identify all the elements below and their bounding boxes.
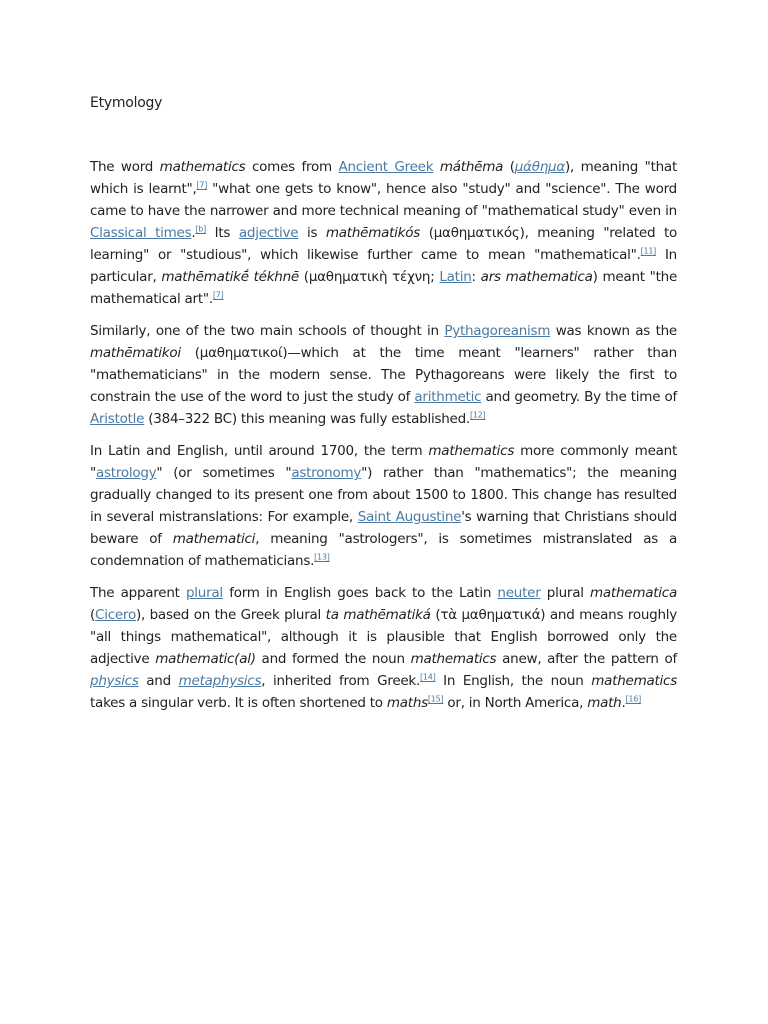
link-adjective[interactable]: adjective bbox=[238, 225, 299, 241]
link-physics[interactable] bbox=[90, 673, 139, 689]
text: The word bbox=[90, 159, 160, 175]
link-aristotle[interactable]: Aristotle bbox=[90, 411, 145, 427]
text: , inherited from Greek. bbox=[261, 673, 421, 689]
text: In particular, bbox=[90, 247, 677, 285]
citation-link-12[interactable]: [12] bbox=[469, 410, 486, 420]
text: more commonly meant " bbox=[90, 443, 677, 481]
italic-term: mathēmatikós bbox=[325, 225, 421, 241]
link-astrology[interactable]: astrology bbox=[95, 465, 157, 481]
section-heading: Etymology bbox=[90, 95, 163, 111]
paragraph-3 bbox=[90, 440, 677, 572]
link-neuter[interactable]: neuter bbox=[497, 585, 541, 601]
citation-link-16[interactable]: [16] bbox=[625, 694, 641, 704]
text: and geometry. By the time of bbox=[481, 389, 677, 405]
text bbox=[433, 159, 440, 175]
citation-link-14[interactable]: [14] bbox=[420, 672, 436, 682]
text: plural bbox=[540, 585, 590, 601]
text: takes a singular verb. It is often shortened to bbox=[90, 695, 387, 711]
citation bbox=[641, 247, 656, 256]
link-cicero[interactable]: Cicero bbox=[95, 607, 136, 623]
italic-term: mathēmatikoi bbox=[90, 345, 181, 361]
link-mathema[interactable] bbox=[515, 159, 565, 175]
italic-term: maths bbox=[386, 695, 428, 711]
link-astronomy[interactable]: astronomy bbox=[291, 465, 362, 481]
citation bbox=[197, 181, 208, 190]
text: ") rather than "mathematics"; the meaning gradually changed to its present one from about 1500 to 1800. This change has resulted in several mistranslations: For example, bbox=[90, 465, 677, 525]
citation-link-13[interactable]: [13] bbox=[314, 552, 330, 562]
paragraph-2 bbox=[90, 320, 677, 430]
citation-link-b[interactable]: [b] bbox=[195, 224, 207, 234]
citation bbox=[420, 673, 435, 682]
link-arithmetic[interactable]: arithmetic bbox=[414, 389, 482, 405]
citation bbox=[626, 695, 641, 704]
text: The apparent bbox=[90, 585, 186, 601]
text: ), meaning "that which is learnt", bbox=[90, 159, 678, 197]
italic-term: mathematics bbox=[159, 159, 246, 175]
link-label: metaphysics bbox=[178, 673, 262, 689]
text: (τὰ μαθηματικά) and means roughly "all things mathematical", although it is plausible that English borrowed only the adjective bbox=[90, 607, 678, 667]
italic-term: máthēma bbox=[439, 159, 504, 175]
text: "what one gets to know", hence also "study" and "science". The word came to have the narrower and more technical meaning of "mathematical study" even in bbox=[90, 181, 677, 219]
text: ( bbox=[503, 159, 515, 175]
text: In Latin and English, until around 1700, the term bbox=[90, 443, 429, 459]
text: (μαθηματικοί)—which at the time meant "learners" rather than "mathematicians" in the modern sense. The Pythagoreans were likely the first to constrain the use of the word to just the study of bbox=[90, 345, 677, 405]
italic-term: mathematics bbox=[410, 651, 497, 667]
text: or, in North America, bbox=[443, 695, 588, 711]
citation-link-15[interactable]: [15] bbox=[427, 694, 444, 704]
text: : bbox=[471, 269, 481, 285]
citation-link-7b[interactable]: [7] bbox=[212, 290, 224, 300]
citation-link-7[interactable]: [7] bbox=[196, 180, 208, 190]
italic-term: mathematic(al) bbox=[155, 651, 256, 667]
text: (μαθηματικὴ τέχνη; bbox=[298, 269, 440, 285]
text: was known as the bbox=[550, 323, 677, 339]
citation bbox=[314, 553, 329, 562]
text: " (or sometimes " bbox=[156, 465, 292, 481]
link-classical-times[interactable]: Classical times bbox=[90, 225, 192, 241]
link-pythagoreanism[interactable]: Pythagoreanism bbox=[444, 323, 551, 339]
link-latin[interactable]: Latin bbox=[439, 269, 472, 285]
text: and bbox=[138, 673, 179, 689]
text: In English, the noun bbox=[435, 673, 592, 689]
text: and formed the noun bbox=[255, 651, 411, 667]
text: Its bbox=[206, 225, 239, 241]
link-label: μάθημα bbox=[514, 159, 566, 175]
text: ( bbox=[90, 607, 96, 623]
text: (384–322 BC) this meaning was fully established. bbox=[144, 411, 470, 427]
link-label: physics bbox=[90, 673, 139, 689]
paragraph-1 bbox=[90, 156, 677, 310]
citation bbox=[470, 411, 485, 420]
italic-term: math bbox=[587, 695, 622, 711]
citation bbox=[428, 695, 443, 704]
citation bbox=[213, 291, 224, 300]
italic-term: mathematica bbox=[589, 585, 677, 601]
text: anew, after the pattern of bbox=[496, 651, 678, 667]
link-plural[interactable]: plural bbox=[185, 585, 223, 601]
link-saint-augustine[interactable]: Saint Augustine bbox=[357, 509, 462, 525]
text: is bbox=[298, 225, 326, 241]
italic-term: ta mathēmatiká bbox=[325, 607, 431, 623]
text: form in English goes back to the Latin bbox=[222, 585, 498, 601]
text: . bbox=[621, 695, 626, 711]
italic-term: mathematici bbox=[172, 531, 256, 547]
text: 's warning that Christians should beware of bbox=[90, 509, 677, 547]
text: Similarly, one of the two main schools of thought in bbox=[90, 323, 445, 339]
article bbox=[90, 92, 677, 724]
paragraph-4 bbox=[90, 582, 677, 714]
text: ) meant "the mathematical art". bbox=[90, 269, 677, 307]
citation bbox=[195, 225, 206, 234]
italic-term: mathematics bbox=[591, 673, 677, 689]
text: comes from bbox=[245, 159, 339, 175]
link-metaphysics[interactable] bbox=[179, 673, 262, 689]
text: , meaning "astrologers", is sometimes mistranslated as a condemnation of mathematicians. bbox=[90, 531, 677, 569]
link-ancient-greek[interactable]: Ancient Greek bbox=[338, 159, 434, 175]
text: . bbox=[191, 225, 196, 241]
italic-term: ars mathematica bbox=[480, 269, 593, 285]
citation-link-11[interactable]: [11] bbox=[640, 246, 657, 256]
italic-term: mathēmatikḗ tékhnē bbox=[161, 269, 299, 285]
text: (μαθηματικός), meaning "related to learning" or "studious", which likewise further came to mean "mathematical". bbox=[90, 225, 677, 263]
italic-term: mathematics bbox=[428, 443, 515, 459]
text: ), based on the Greek plural bbox=[135, 607, 326, 623]
